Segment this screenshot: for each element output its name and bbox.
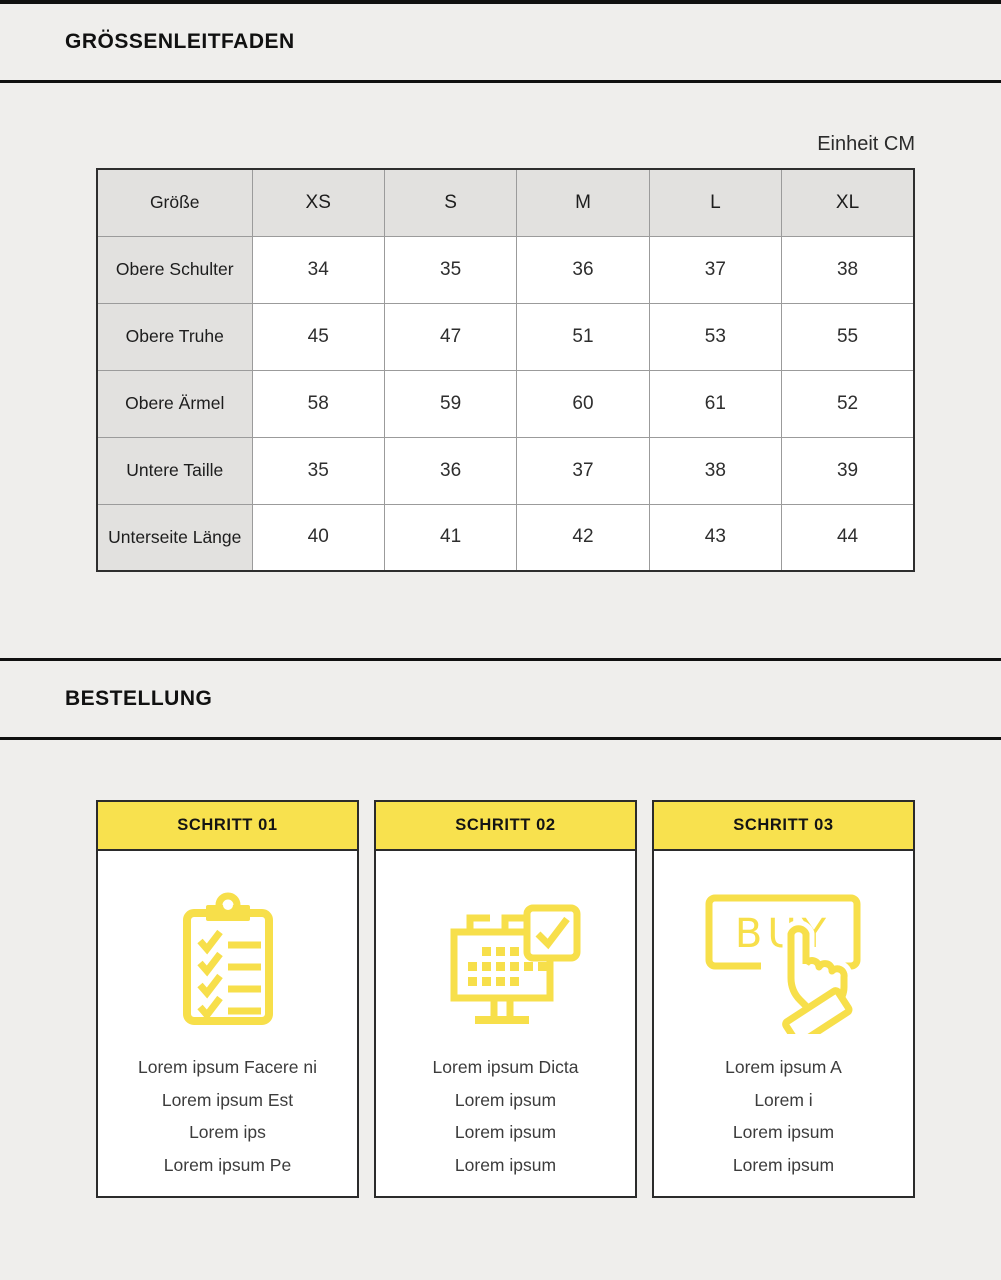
cell-value: 55 xyxy=(782,303,914,370)
cell-value: 35 xyxy=(252,437,384,504)
col-header-m: M xyxy=(517,169,649,236)
col-header-groesse: Größe xyxy=(97,169,252,236)
unit-label: Einheit CM xyxy=(817,133,915,155)
step-text-line: Lorem ipsum xyxy=(454,1122,557,1142)
step-3-body xyxy=(654,851,913,1196)
size-guide-title: GRÖSSENLEITFADEN xyxy=(65,30,295,53)
table-row xyxy=(97,504,914,571)
cell-value: 43 xyxy=(649,504,781,571)
cell-value: 45 xyxy=(252,303,384,370)
order-title: BESTELLUNG xyxy=(65,687,213,710)
cell-value: 61 xyxy=(649,370,781,437)
step-text-line: Lorem ips xyxy=(189,1122,266,1142)
col-header-xl: XL xyxy=(782,169,914,236)
step-2-body xyxy=(376,851,635,1196)
step-1-header: SCHRITT 01 xyxy=(98,802,357,851)
step-text-line: Lorem ipsum Est xyxy=(161,1089,294,1110)
cell-value: 51 xyxy=(517,303,649,370)
order-header xyxy=(0,661,1001,737)
rule-under-size-guide-title xyxy=(0,80,1001,83)
buy-button-click-icon xyxy=(699,883,869,1035)
cell-value: 36 xyxy=(517,236,649,303)
checklist-clipboard-icon xyxy=(168,883,288,1035)
step-text-line: Lorem ipsum A xyxy=(725,1057,842,1077)
step-card-1 xyxy=(96,800,359,1198)
step-text-line: Lorem ipsum xyxy=(732,1154,835,1175)
step-3-header: SCHRITT 03 xyxy=(654,802,913,851)
cell-value: 58 xyxy=(252,370,384,437)
cell-value: 42 xyxy=(517,504,649,571)
size-guide-header xyxy=(0,4,1001,80)
step-text-line: Lorem ipsum xyxy=(454,1154,557,1175)
cell-value: 40 xyxy=(252,504,384,571)
cell-value: 38 xyxy=(649,437,781,504)
order-steps xyxy=(96,800,915,1198)
cell-value: 44 xyxy=(782,504,914,571)
step-card-2 xyxy=(374,800,637,1198)
cell-value: 35 xyxy=(384,236,516,303)
cell-value: 39 xyxy=(782,437,914,504)
step-card-3 xyxy=(652,800,915,1198)
buy-button-text: BUY xyxy=(734,911,831,957)
step-3-text xyxy=(725,1051,842,1181)
step-text-line: Lorem ipsum Facere ni xyxy=(138,1057,317,1077)
step-text-line: Lorem ipsum xyxy=(454,1089,557,1110)
cell-value: 34 xyxy=(252,236,384,303)
row-label: Untere Taille xyxy=(97,437,252,504)
table-row xyxy=(97,236,914,303)
step-text-line: Lorem ipsum xyxy=(732,1122,835,1142)
step-text-line: Lorem ipsum Dicta xyxy=(432,1057,579,1077)
col-header-l: L xyxy=(649,169,781,236)
table-row xyxy=(97,303,914,370)
cell-value: 38 xyxy=(782,236,914,303)
row-label: Obere Truhe xyxy=(97,303,252,370)
cell-value: 59 xyxy=(384,370,516,437)
cell-value: 37 xyxy=(517,437,649,504)
step-text-line: Lorem ipsum Pe xyxy=(163,1154,292,1175)
row-label: Obere Schulter xyxy=(97,236,252,303)
cell-value: 36 xyxy=(384,437,516,504)
table-row xyxy=(97,437,914,504)
cell-value: 41 xyxy=(384,504,516,571)
rule-under-order-title xyxy=(0,737,1001,740)
step-text-line: Lorem i xyxy=(754,1089,813,1110)
cell-value: 60 xyxy=(517,370,649,437)
step-2-header: SCHRITT 02 xyxy=(376,802,635,851)
table-row xyxy=(97,370,914,437)
size-table xyxy=(96,168,915,572)
row-label: Obere Ärmel xyxy=(97,370,252,437)
step-1-body xyxy=(98,851,357,1196)
cell-value: 53 xyxy=(649,303,781,370)
step-1-text xyxy=(138,1051,317,1181)
size-table-header-row xyxy=(97,169,914,236)
step-2-text xyxy=(433,1051,579,1181)
row-label: Unterseite Länge xyxy=(97,504,252,571)
col-header-xs: XS xyxy=(252,169,384,236)
cell-value: 47 xyxy=(384,303,516,370)
cell-value: 52 xyxy=(782,370,914,437)
cell-value: 37 xyxy=(649,236,781,303)
col-header-s: S xyxy=(384,169,516,236)
calendar-check-icon xyxy=(430,883,582,1035)
